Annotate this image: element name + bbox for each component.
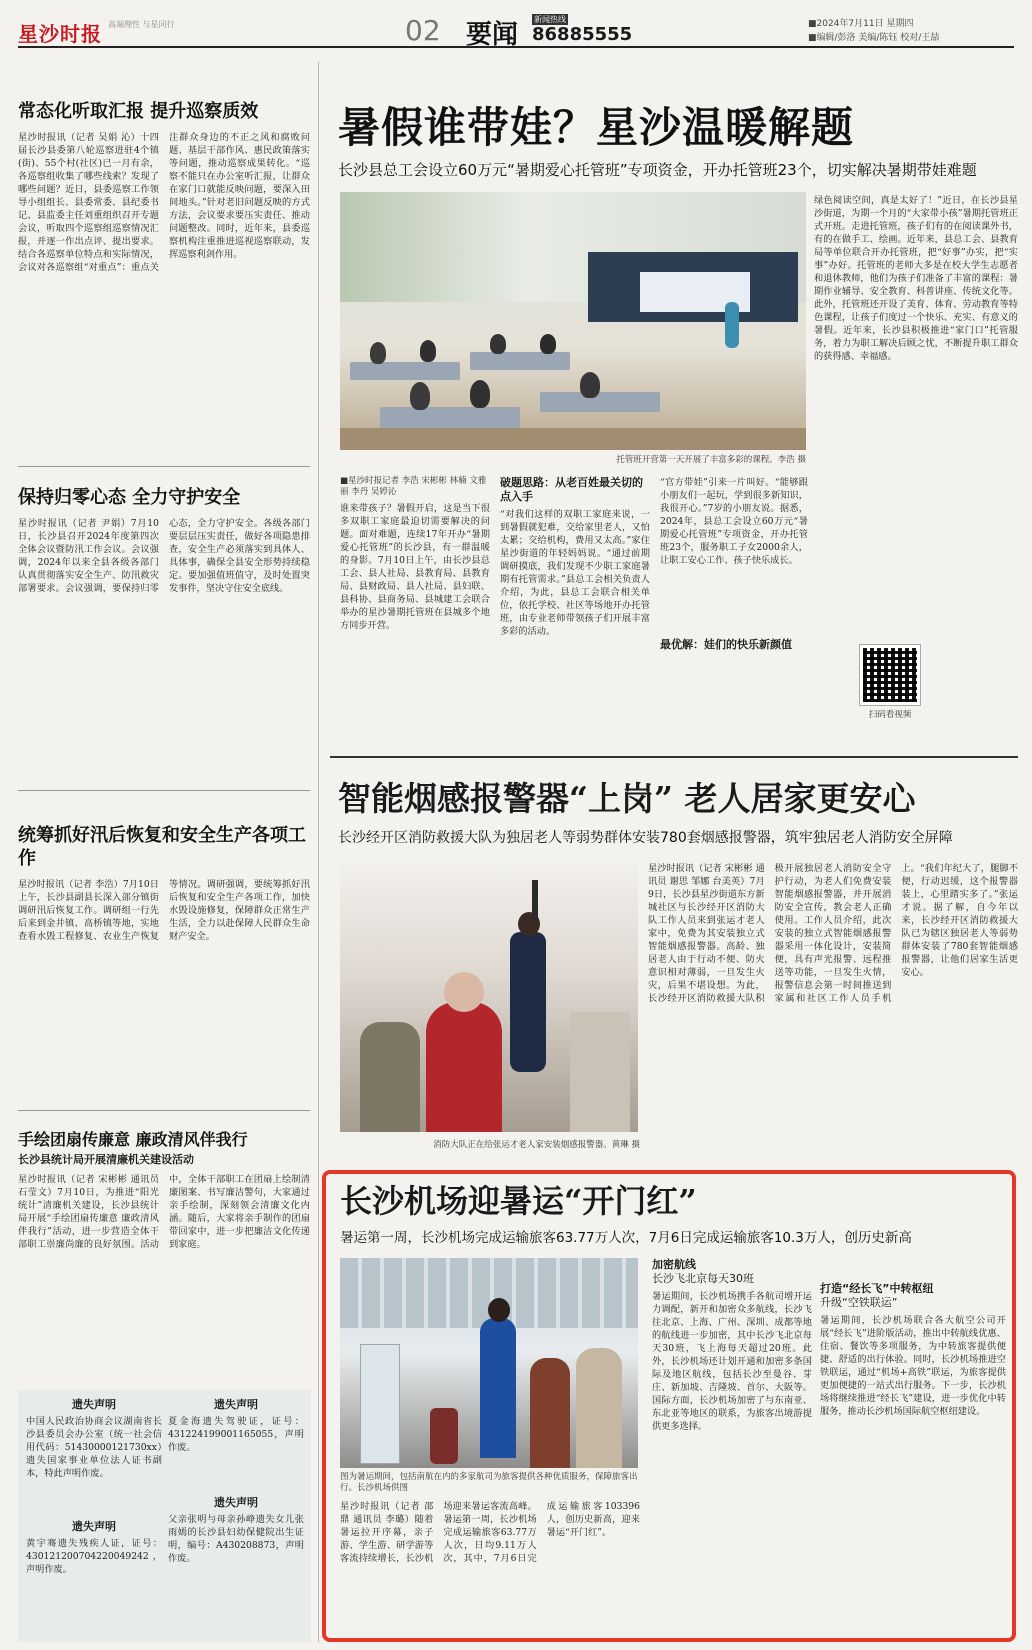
article-body: 星沙时报讯（记者 李浩）7月10日上午，长沙县副县长深入部分镇街调研汛后恢复工作。调研组一行先后来到金井镇、高桥镇等地，实地查看水毁工程修复、农业生产恢复等情况。调研强调，要统筹抓好汛后恢复和安全生产各项工作，加快水毁设施修复，保障群众正常生产生活，全力以赴保障人民群众生命财产安全。 [18, 879, 310, 942]
desk [380, 407, 520, 429]
smoke-story-headline: 智能烟感报警器“上岗” 老人居家更安心 [338, 779, 916, 818]
section-best-solution [660, 476, 808, 720]
top-story-right-column: 绿色阅读空间，真是太好了！”近日，在长沙县星沙街道，为期一个月的“大家带小孩”暑期托管班正式开班。走进托管班，孩子们有的在阅读课外书，有的在做手工、绘画。近年来，县总工会、县教育局等单位联合开办托管班，把“好事”办实，把“实事”办好。托管班的老师大多是在校大学生志愿者和退休教师，他们为孩子们准备了丰富的课程：暑期作业辅导、安全教育、科普讲座、传统文化等。此外，托管班还开设了美育、体育、劳动教育等特色课程，让孩子们度过一个快乐、充实、有意义的暑假。近年来，长沙县积极推进“家门口”托管服务，着力为职工解决后顾之忧，不断提升职工群众的获得感、幸福感。 [814, 195, 1018, 362]
cabinet [570, 1012, 630, 1132]
section-body: “对我们这样的双职工家庭来说，一到暑假就犯难，交给家里老人，又怕太累；交给机构，费用又太高。”家住星沙街道的年轻妈妈说。“通过前期调研摸底，我们发现不少职工家庭暑期有托管需求。”县总工会相关负责人介绍，为此，县总工会联合相关单位，依托学校、社区等场地开办托管班，由专业老师带领孩子们开展丰富多彩的活动。 [500, 509, 650, 637]
divider [330, 756, 1018, 758]
student [580, 372, 600, 398]
notice-title: 遗失声明 [214, 1496, 258, 1509]
page-number: 02 [405, 14, 441, 47]
smoke-detector-photo [340, 862, 638, 1132]
suitcase [430, 1408, 458, 1464]
notice-title: 遗失声明 [72, 1398, 116, 1411]
section-lead: “官方带娃”引来一片叫好。“能够跟小朋友们一起玩，学到很多新知识，我很开心。”7岁的小朋友说。据悉，2024年，县总工会设立60万元“暑期爱心托管班”专项资金，开办托管班23个，服务职工子女2000余人，让职工安心工作、孩子快乐成长。 [660, 477, 808, 566]
student [470, 380, 490, 408]
staff-head [488, 1298, 510, 1322]
photo-caption: 消防大队正在给张运才老人家安装烟感报警器。黄琳 摄 [433, 1140, 640, 1150]
notice-title: 遗失声明 [72, 1520, 116, 1533]
classroom-photo [340, 192, 806, 450]
article-body: 星沙时报讯（记者 吴娟 沁）十四届长沙县委第八轮巡察进驻4个镇(街)、55个村(社区)已一月有余，各巡察组收集了哪些线索？发现了哪些问题？近日，县委巡察工作领导小组组长、县委常委、县纪委书记、县监委主任刘重组织召开专题会议，听取四个巡察组巡察情况汇报，并逐一作出点评、提出要求。结合各巡察单位特点和实际情况，会议对各巡察组“对重点”：重点关注群众身边的不正之风和腐败问题、基层干部作风、惠民政策落实等问题，推动巡察成果转化。“巡察不能只在办公室听汇报，让群众在家门口就能反映问题，要深入田间地头。”针对老旧问题反映的方式方法，会议要求要压实责任、推动问题整改。同时，近年来，县委巡察机构注重推进巡视巡察联动，发挥巡察利剑作用。 [18, 132, 310, 273]
divider [18, 1110, 310, 1111]
top-story-subheadline: 长沙县总工会设立60万元“暑期爱心托管班”专项资金，开办托管班23个，切实解决暑期带娃难题 [338, 161, 977, 179]
top-story-headline: 暑假谁带娃？星沙温暖解题 [338, 103, 855, 152]
section-subheading: 长沙飞北京每天30班 [652, 1272, 754, 1285]
floor [340, 428, 806, 450]
notice-body: 黄宇骞遗失残疾人证，证号：430121200704220049242，声明作废。 [26, 1538, 162, 1575]
firefighter [510, 932, 546, 1072]
notice-body: 中国人民政治协商会议湖南省长沙县委员会办公室（统一社会信用代码：51430000121730xx）遗失国家事业单位法人证书副本，特此声明作废。 [26, 1416, 162, 1479]
notice-body: 父亲张明与母亲孙峥遗失女儿张雨嫣的长沙县妇幼保健院出生证明，编号：A430208873，声明作废。 [168, 1514, 304, 1564]
ceiling [340, 862, 638, 982]
article-title: 统筹抓好汛后恢复和安全生产各项工作 [18, 825, 306, 869]
section-subheading: 升级“空铁联运” [820, 1296, 898, 1309]
raised-arm [532, 880, 538, 920]
article-body: 星沙时报讯（记者 尹娟）7月10日，长沙县召开2024年度第四次全体会议暨防汛工作会议。会议强调，2024年以来全县各级各部门认真贯彻落实安全生产、防汛救灾部署要求。会议强调，要保持归零心态，全力守护安全。各级各部门要层层压实责任，做好各项隐患排查，安全生产必须落实到具体人、具体事，确保全县安全形势持续稳定。要加强值班值守，及时处置突发事件，坚决守住安全底线。 [18, 518, 310, 594]
masthead [18, 14, 1014, 48]
notice-2 [26, 1518, 162, 1617]
article-title: 手绘团扇传廉意 廉政清风伴我行 [18, 1130, 248, 1149]
airport-story-subheadline: 暑运第一周，长沙机场完成运输旅客63.77万人次，7月6日完成运输旅客10.3万人，创历史新高 [340, 1230, 912, 1246]
notice-4 [168, 1494, 304, 1623]
qr-label: 扫码看视频 [868, 710, 912, 720]
terminal-ceiling [340, 1258, 638, 1328]
notice-body: 夏金海遗失驾驶证，证号：431224199001165055，声明作废。 [168, 1416, 304, 1453]
student [420, 340, 436, 362]
passenger [576, 1348, 622, 1468]
divider [18, 790, 310, 791]
photo-caption: 托管班开营第一天开展了丰富多彩的课程。李浩 摄 [616, 455, 806, 465]
article-safety [18, 486, 310, 767]
student [490, 334, 506, 354]
section-breakthrough [500, 476, 650, 728]
newspaper-logo: 星沙时报 [18, 22, 102, 46]
airport-story-lead: 星沙时报讯（记者 邵鼎 通讯员 李璐）随着暑运拉开序幕，亲子游、学生游、研学游等客流持续增长，长沙机场迎来暑运客流高峰。暑运第一周，长沙机场完成运输旅客63.77万人次，日均9.11万人次，其中，7月6日完成运输旅客103396人，创历史新高，迎来暑运“开门红”。 [340, 1501, 640, 1564]
section-heading: 打造“经长飞”中转枢纽 [820, 1282, 934, 1295]
article-flood-recovery [18, 824, 310, 1103]
student [370, 342, 386, 364]
notice-3 [168, 1396, 304, 1495]
airline-banner [360, 1344, 400, 1464]
article-title: 保持归零心态 全力守护安全 [18, 487, 241, 508]
desk [350, 362, 460, 380]
airline-staff [480, 1318, 516, 1458]
qr-code[interactable] [860, 645, 920, 705]
smoke-story-body: 星沙时报讯（记者 宋彬彬 通讯员 谢思 邹娜 台美英）7月9日，长沙县星沙街道东方新城社区与长沙经开区消防大队工作人员来到张运才老人家中，免费为其安装独立式智能烟感报警器。高龄、独居老人由于行动不便、防火意识相对薄弱，一旦发生火灾，后果不堪设想。为此，长沙经开区消防救援大队积极开展独居老人消防安全守护行动，为老人们免费安装智能烟感报警器，并开展消防安全宣传，教会老人正确使用。工作人员介绍，此次安装的独立式智能烟感报警器采用一体化设计，安装简便，具有声光报警、远程推送等功能，一旦发生火情，报警信息会第一时间推送到家属和社区工作人员手机上。“我们年纪大了，腿脚不便，行动迟缓，这个报警器装上，心里踏实多了。”张运才说。据了解，自今年以来，长沙经开区消防救援大队已为辖区独居老人等弱势群体安装了780套智能烟感报警器，让他们居家生活更安心。 [648, 863, 1018, 1004]
top-story-intro: 谁来带孩子？暑假开启，这是当下很多双职工家庭最迫切需要解决的问题。面对难题，连续17年开办“暑期爱心托管班”的长沙县，有一群温暖的身影。7月10日上午，由长沙县总工会、县人社局、县教育局、县教育局、县财政局、县人社局、县妇联、县科协、县商务局、县城建工会联合举办的星沙暑期托管班在县城多个地方同步开营。 [340, 503, 490, 631]
section-heading: 加密航线 [652, 1258, 696, 1271]
airport-photo [340, 1258, 638, 1468]
photo-caption: 图为暑运期间，包括南航在内的多家航司为旅客提供各种优质服务，保障旅客出行。长沙机场供图 [340, 1472, 638, 1493]
logo-subtitle: 高端理性 与星同行 [108, 20, 175, 29]
divider [18, 466, 310, 467]
desk [540, 392, 660, 412]
notice-title: 遗失声明 [214, 1398, 258, 1411]
section-heading: 最优解：娃们的快乐新颜值 [660, 638, 792, 651]
hotline-number: 86885555 [532, 24, 633, 45]
section-transfer-hub [820, 1258, 1006, 1624]
elderly-man [360, 1022, 420, 1132]
lost-notice-box [18, 1390, 311, 1642]
volunteer-head [444, 972, 484, 1012]
desk [470, 352, 570, 370]
issue-date: ■2024年7月11日 星期四 [808, 19, 914, 29]
article-body: 星沙时报讯（记者 宋彬彬 通讯员 石莹文）7月10日，为推进“阳光统计”清廉机关建设，长沙县统计局开展“手绘团扇传廉意 廉政清风伴我行”活动，进一步营造全体干部职工崇廉尚廉的良好氛围。活动中，全体干部职工在团扇上绘制清廉图案、书写廉洁警句，大家通过亲手绘制，深刻领会清廉文化内涵。随后，大家将亲手制作的团扇带回家中，进一步把廉洁文化传递到家庭。 [18, 1174, 310, 1250]
smoke-story-subheadline: 长沙经开区消防救援大队为独居老人等弱势群体安装780套烟感报警器，筑牢独居老人消防安全屏障 [338, 830, 953, 846]
byline: ■星沙时报记者 李浩 宋彬彬 林楠 文雅丽 李丹 吴婷沁 [340, 476, 487, 497]
student [410, 382, 430, 410]
section-title: 要闻 [466, 20, 519, 50]
airport-story-headline: 长沙机场迎暑运“开门红” [340, 1182, 697, 1220]
article-fan-painting [18, 1128, 310, 1363]
section-flights [652, 1258, 812, 1630]
article-title: 常态化听取汇报 提升巡察质效 [18, 101, 259, 122]
column-divider [318, 62, 319, 1642]
article-subtitle: 长沙县统计局开展清廉机关建设活动 [18, 1153, 194, 1166]
section-body: 暑运期间，长沙机场联合各大航空公司开展“经长飞”进阶版活动，推出中转航线优惠、住宿、餐饮等多项服务，为中转旅客提供便捷、舒适的出行体验。同时，长沙机场推进空铁联运，通过“机场+高铁”联运，为旅客提供更加便捷的一站式出行服务。下一步，长沙机场将继续推进“经长飞”建设，进一步优化中转服务，推动长沙机场国际航空枢纽建设。 [820, 1315, 1006, 1417]
volunteer-in-red [426, 1002, 502, 1132]
notice-1 [26, 1396, 162, 1511]
passenger [530, 1358, 570, 1468]
teacher-figure [725, 302, 739, 348]
hotline-label: 新闻热线 [534, 15, 566, 24]
student [540, 334, 556, 354]
article-inspection [18, 100, 310, 461]
editor-credits: ■编辑/彭洛 美编/陈钰 校对/王喆 [808, 33, 940, 43]
section-heading: 破题思路：从老百姓最关切的点入手 [500, 476, 643, 503]
section-body: 暑运期间，长沙机场携手各航司增开运力调配，新开和加密众多航线，长沙飞往北京、上海、广州、深圳、成都等地的航线进一步加密，其中长沙飞北京每天30班，飞上海每天超过20班。此外，长沙机场还计划开通和加密多条国际及地区航线，包括长沙至曼谷、芽庄、新加坡、吉隆坡、首尔、大阪等。国际方面，长沙机场加密了与东南亚、东北亚等地区的联系，为旅客出境游提供更多选择。 [652, 1291, 812, 1432]
